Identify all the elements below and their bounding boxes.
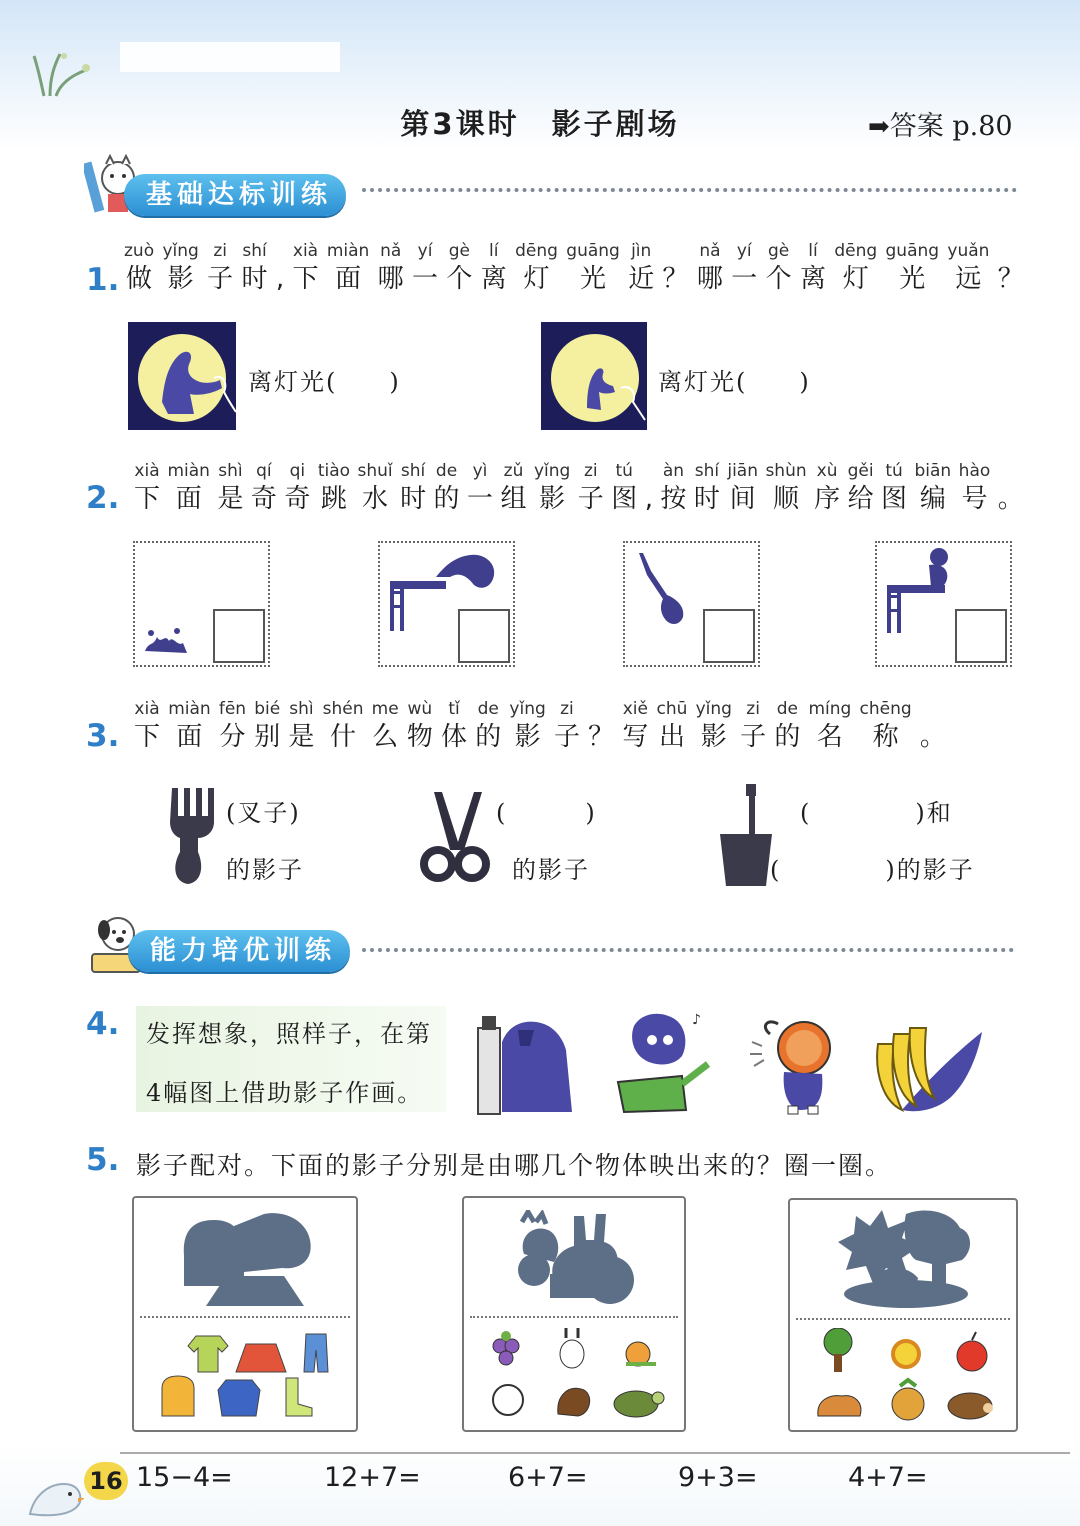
bird-icon: [20, 1460, 84, 1520]
dive-frame-3: [623, 541, 760, 667]
section-divider: [362, 948, 1014, 952]
ruby-word: [915, 460, 952, 516]
hanzi: 按: [660, 484, 687, 514]
pinyin: àn: [662, 461, 685, 481]
drum-man-drawing: [748, 1012, 840, 1116]
arrow-right-icon: ➡: [868, 112, 890, 142]
order-answer-box[interactable]: [458, 609, 510, 663]
ruby-word: [578, 460, 604, 516]
pinyin: guāng: [566, 241, 620, 261]
ruby-word: [622, 698, 648, 754]
ruby-word: [727, 460, 758, 516]
hanzi: 顺: [773, 484, 800, 514]
hanzi: 影: [514, 722, 541, 752]
math-problem[interactable]: 15−4=: [136, 1462, 233, 1493]
hanzi: 近: [628, 264, 655, 294]
ruby-word: [134, 460, 160, 516]
bag-shoe-skirt-shadow: [174, 1206, 324, 1310]
match-card-1: [132, 1196, 358, 1432]
ruby-word: [800, 240, 826, 296]
question-number: 5.: [86, 1142, 120, 1178]
ruby-word: [407, 698, 433, 754]
order-answer-box[interactable]: [213, 609, 265, 663]
ruby-word: [515, 240, 558, 296]
ruby-word: [412, 240, 438, 296]
ruby-word: [441, 698, 467, 754]
ruby-word: [162, 240, 198, 296]
diver-falling-shadow: [631, 549, 701, 629]
cup-brush-shadow: [716, 782, 776, 890]
ruby-word: [500, 460, 526, 516]
page-title: 第3课时 影子剧场: [400, 107, 680, 141]
ruby-word: [834, 240, 877, 296]
hanzi: 光: [580, 264, 607, 294]
pinyin: xià: [134, 461, 160, 481]
hanzi: 图: [881, 484, 908, 514]
ruby-word: [809, 698, 852, 754]
hanzi: 的: [774, 722, 801, 752]
pinyin: gè: [768, 241, 790, 261]
hanzi: 时: [241, 264, 268, 294]
hanzi: 灯: [842, 264, 869, 294]
hanzi: 是: [288, 722, 315, 752]
pinyin: dēng: [515, 241, 558, 261]
ruby-word: [219, 698, 246, 754]
pinyin: shí: [242, 241, 267, 261]
pinyin: jìn: [631, 241, 652, 261]
pinyin: zuò: [124, 241, 155, 261]
hanzi: 编: [919, 484, 946, 514]
hanzi: 奇: [250, 484, 277, 514]
hanzi: 的: [433, 484, 460, 514]
hanzi: 称: [872, 722, 899, 752]
q1-blank-near[interactable]: 离灯光( ): [248, 368, 401, 396]
ruby-word: [318, 460, 350, 516]
grass-icon: [30, 48, 100, 100]
question-number: 1.: [86, 262, 120, 298]
pinyin: yǐng: [533, 461, 571, 481]
animal-options: [486, 1328, 666, 1420]
ruby-word: [765, 460, 806, 516]
ruby-word: [251, 460, 277, 516]
pinyin: shén: [322, 699, 364, 719]
ruby-word: [886, 240, 940, 296]
hanzi: 水: [362, 484, 389, 514]
math-problem[interactable]: 6+7=: [508, 1462, 588, 1493]
hanzi: 个: [765, 264, 792, 294]
fruit-options: [812, 1328, 998, 1422]
ruby-word: [731, 240, 757, 296]
hanzi: 下: [134, 484, 161, 514]
ruby-word: [959, 460, 991, 516]
ruby-word: [217, 460, 243, 516]
hanzi: 影: [539, 484, 566, 514]
splash-shadow: [141, 627, 191, 657]
math-problem[interactable]: 12+7=: [324, 1462, 421, 1493]
hanzi: 出: [658, 722, 685, 752]
q4-line-1: 发挥想象，照样子，在第: [146, 1020, 432, 1048]
hanzi: 组: [500, 484, 527, 514]
ruby-word: [774, 698, 800, 754]
ruby-word: [124, 240, 154, 296]
q3-text: [134, 698, 946, 754]
hanzi: ？: [997, 264, 1024, 294]
hanzi: 离: [480, 264, 507, 294]
scissors-suffix: 的影子: [512, 856, 590, 884]
dive-frame-1: [133, 541, 270, 667]
pinyin: tǐ: [448, 699, 460, 719]
hanzi: 影: [700, 722, 727, 752]
hanzi: ,: [644, 484, 653, 514]
hanzi: 远: [955, 264, 982, 294]
pinyin: zi: [583, 461, 598, 481]
ruby-word: [920, 698, 946, 754]
dive-frame-2: [378, 541, 515, 667]
q2-text: [134, 460, 1024, 516]
pinyin: xù: [816, 461, 838, 481]
match-card-3: [788, 1198, 1018, 1432]
hanzi: 间: [729, 484, 756, 514]
pinyin: tú: [885, 461, 903, 481]
hanzi: 下: [134, 722, 161, 752]
pinyin: yí: [736, 241, 752, 261]
ruby-word: [323, 698, 364, 754]
pinyin: jiān: [727, 461, 758, 481]
order-answer-box[interactable]: [703, 609, 755, 663]
pinyin: miàn: [326, 241, 370, 261]
pinyin: de: [776, 699, 798, 719]
pinyin: yǐng: [509, 699, 546, 719]
pinyin: xiě: [622, 699, 648, 719]
ruby-word: [292, 240, 318, 296]
math-problem[interactable]: 9+3=: [678, 1462, 758, 1493]
order-answer-box[interactable]: [955, 609, 1007, 663]
hanzi: 什: [330, 722, 357, 752]
pinyin: qi: [289, 461, 306, 481]
question-number: 2.: [86, 480, 120, 516]
pinyin: wù: [407, 699, 433, 719]
pinyin: gěi: [847, 461, 874, 481]
pinyin: qí: [256, 461, 272, 481]
pinyin: lí: [489, 241, 499, 261]
scissors-shadow: [420, 790, 490, 886]
pinyin: shuǐ: [357, 461, 393, 481]
pinyin: fēn: [218, 699, 247, 719]
pinyin: zi: [746, 699, 760, 719]
ruby-word: [481, 240, 507, 296]
hanzi: 图: [611, 484, 638, 514]
pinyin: biān: [914, 461, 952, 481]
pinyin: chēng: [859, 699, 912, 719]
ruby-word: [284, 460, 310, 516]
hanzi: 子: [207, 264, 234, 294]
q1-blank-far[interactable]: 离灯光( ): [658, 368, 811, 396]
ruby-word: [134, 698, 160, 754]
pinyin: yì: [472, 461, 488, 481]
q4-line-2: 4幅图上借助影子作画。: [146, 1079, 424, 1107]
ruby-word: [660, 460, 686, 516]
ruby-word: [509, 698, 545, 754]
pinyin: shì: [289, 699, 314, 719]
pinyin: nǎ: [380, 241, 402, 261]
hanzi: 别: [254, 722, 281, 752]
hanzi: 一: [412, 264, 439, 294]
pinyin: tú: [615, 461, 633, 481]
hanzi: 跳: [320, 484, 347, 514]
hanzi: 分: [219, 722, 246, 752]
ruby-word: [242, 240, 268, 296]
hanzi: 么: [372, 722, 399, 752]
math-problem[interactable]: 4+7=: [848, 1462, 928, 1493]
svg-text:♪: ♪: [692, 1012, 701, 1028]
ruby-word: [947, 240, 989, 296]
hanzi: 写: [622, 722, 649, 752]
pinyin: guāng: [885, 241, 940, 261]
ruby-word: [657, 698, 688, 754]
hanzi: 的: [475, 722, 502, 752]
ruby-word: [998, 460, 1024, 516]
ruby-word: [254, 698, 280, 754]
ruby-word: [400, 460, 426, 516]
pinyin: lí: [808, 241, 818, 261]
hanzi: 离: [799, 264, 826, 294]
ruby-word: [588, 698, 614, 754]
section-basic-badge: 基础达标训练: [124, 174, 346, 216]
match-card-2: [462, 1196, 686, 1432]
hanzi: 。: [997, 484, 1024, 514]
ruby-word: [696, 698, 732, 754]
ruby-word: [276, 240, 284, 296]
fork-shadow: [162, 786, 218, 886]
ruby-word: [611, 460, 637, 516]
ruby-word: [566, 240, 620, 296]
ruby-word: [168, 698, 210, 754]
ruby-word: [534, 460, 570, 516]
hanzi: 号: [961, 484, 988, 514]
ruby-word: [207, 240, 233, 296]
ruby-word: [554, 698, 580, 754]
hanzi: 面: [335, 264, 362, 294]
fruit-tree-shadow: [836, 1206, 976, 1310]
animal-shadow: [514, 1210, 644, 1310]
card-divider: [140, 1316, 350, 1318]
diver-standing-shadow: [881, 547, 961, 633]
pinyin: miàn: [168, 699, 211, 719]
ruby-word: [663, 240, 689, 296]
pinyin: nǎ: [699, 241, 721, 261]
pinyin: yí: [417, 241, 433, 261]
hanzi: 下: [292, 264, 319, 294]
pinyin: shí: [694, 461, 720, 481]
cup-answer-2[interactable]: ( )的影子: [770, 856, 975, 884]
pinyin: bié: [254, 699, 281, 719]
ruby-word: [288, 698, 314, 754]
pinyin: chū: [656, 699, 688, 719]
marker-coat-shadow: [472, 1012, 576, 1116]
pinyin: shí: [400, 461, 426, 481]
hanzi: 给: [847, 484, 874, 514]
hanzi: 面: [175, 484, 202, 514]
ruby-word: [628, 240, 654, 296]
clothes-options: [156, 1328, 336, 1420]
hanzi: 子: [553, 722, 580, 752]
q4-instruction-box: [136, 1006, 446, 1112]
ruby-word: [697, 240, 723, 296]
ruby-word: [740, 698, 766, 754]
pinyin: yuǎn: [947, 241, 990, 261]
hanzi: 哪: [377, 264, 404, 294]
hanzi: 时: [400, 484, 427, 514]
ruby-word: [848, 460, 874, 516]
pinyin: miàn: [167, 461, 210, 481]
scissors-answer[interactable]: ( ): [496, 799, 597, 827]
answer-reference: [868, 104, 1013, 143]
ruby-word: [357, 460, 392, 516]
banana-shadow: [872, 1014, 984, 1116]
hanzi: 。: [919, 722, 946, 752]
hanzi: 光: [899, 264, 926, 294]
pinyin: zi: [213, 241, 227, 261]
section-divider: [362, 188, 1017, 192]
hanzi: 灯: [523, 264, 550, 294]
ruby-word: [327, 240, 369, 296]
ruby-word: [645, 460, 653, 516]
pinyin: hào: [958, 461, 991, 481]
hanzi: ,: [275, 264, 285, 294]
ruby-word: [167, 460, 209, 516]
pinyin: zi: [560, 699, 574, 719]
dive-frame-4: [875, 541, 1012, 667]
fork-answer[interactable]: (叉子): [226, 799, 301, 827]
q5-text: 影子配对。下面的影子分别是由哪几个物体映出来的？圈一圈。: [136, 1151, 893, 1180]
page-number: 16: [84, 1462, 128, 1500]
footer-rule: [120, 1452, 1070, 1454]
ruby-word: [446, 240, 472, 296]
header-strip: [120, 42, 340, 72]
hanzi: 一: [731, 264, 758, 294]
pinyin: xià: [134, 699, 160, 719]
shadow-image-far: [541, 322, 647, 430]
pinyin: me: [371, 699, 399, 719]
hanzi: 影: [167, 264, 194, 294]
hanzi: 名: [816, 722, 843, 752]
ruby-word: [860, 698, 912, 754]
watering-can-drawing: [612, 1006, 712, 1114]
section-advanced-badge: 能力培优训练: [128, 930, 350, 972]
ruby-word: [766, 240, 792, 296]
hanzi: 做: [126, 264, 153, 294]
ruby-word: [434, 460, 460, 516]
hanzi: 序: [814, 484, 841, 514]
hanzi: 一: [467, 484, 494, 514]
hanzi: 面: [176, 722, 203, 752]
pinyin: zǔ: [503, 461, 524, 481]
hanzi: 是: [217, 484, 244, 514]
answer-text: 答案 p.80: [889, 111, 1013, 142]
pinyin: gè: [448, 241, 471, 261]
ruby-word: [467, 460, 493, 516]
q1-text: [124, 240, 1024, 296]
pinyin: tiào: [317, 461, 351, 481]
question-number: 3.: [86, 718, 120, 754]
pinyin: de: [435, 461, 458, 481]
hanzi: 哪: [696, 264, 723, 294]
hanzi: 个: [446, 264, 473, 294]
pinyin: dēng: [834, 241, 878, 261]
pinyin: míng: [808, 699, 852, 719]
hanzi: 子: [577, 484, 604, 514]
hanzi: ？: [662, 264, 689, 294]
hanzi: 时: [693, 484, 720, 514]
hanzi: ？: [588, 722, 615, 752]
hanzi: 奇: [284, 484, 311, 514]
hanzi: 体: [441, 722, 468, 752]
shadow-image-near: [128, 322, 236, 430]
pinyin: de: [477, 699, 499, 719]
ruby-word: [881, 460, 907, 516]
ruby-word: [814, 460, 840, 516]
pinyin: xià: [292, 241, 319, 261]
hanzi: 物: [406, 722, 433, 752]
question-number: 4.: [86, 1006, 120, 1042]
fork-suffix: 的影子: [226, 856, 304, 884]
pinyin: yǐng: [162, 241, 199, 261]
ruby-word: [372, 698, 399, 754]
pinyin: shùn: [765, 461, 807, 481]
card-divider: [470, 1316, 678, 1318]
ruby-word: [378, 240, 404, 296]
ruby-word: [998, 240, 1024, 296]
pinyin: shì: [218, 461, 243, 481]
ruby-word: [475, 698, 501, 754]
pinyin: yǐng: [695, 699, 732, 719]
ruby-word: [694, 460, 720, 516]
hanzi: 子: [740, 722, 767, 752]
card-divider: [796, 1318, 1010, 1320]
cup-answer-1[interactable]: ( )和: [800, 799, 953, 827]
